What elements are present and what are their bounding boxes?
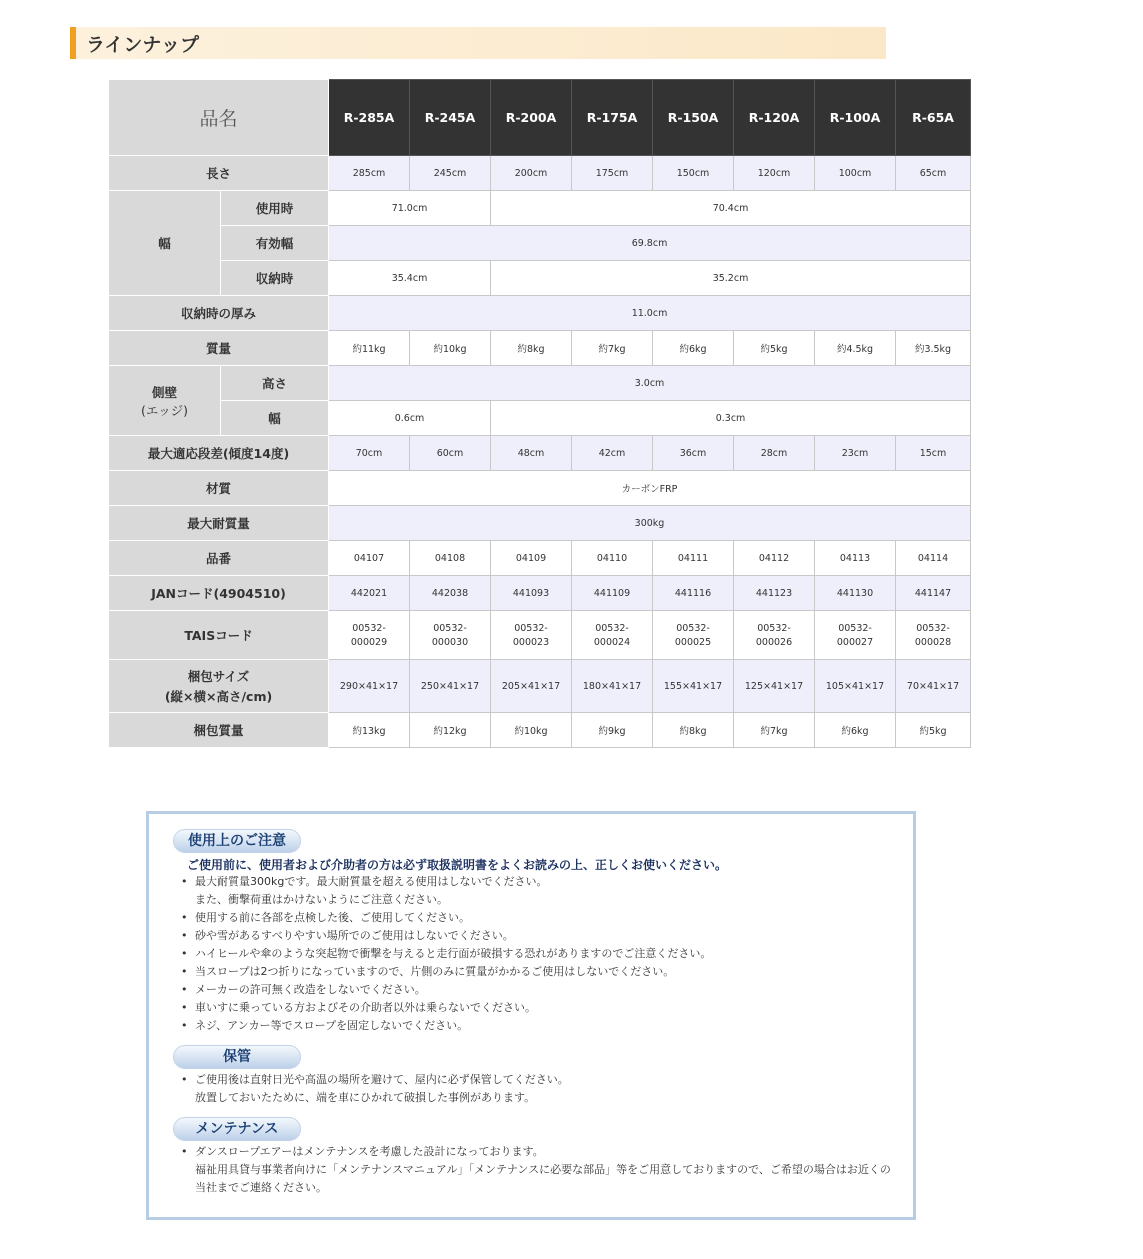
side-wall-width-value: 0.3cm <box>491 401 971 436</box>
width-in-use-row <box>109 191 971 226</box>
length-value: 285cm <box>329 156 410 191</box>
caution-item <box>179 945 711 963</box>
mass-value: 約4.5kg <box>815 331 896 366</box>
bullet-icon: • <box>181 947 188 960</box>
max-load-label: 最大耐質量 <box>109 506 329 541</box>
storage-item-cont: 放置しておいたために、端を車にひかれて破損した事例があります。 <box>195 1091 536 1104</box>
mass-value: 約6kg <box>653 331 734 366</box>
product-name-header: 品名 <box>109 80 329 156</box>
caution-item <box>179 981 711 999</box>
length-value: 100cm <box>815 156 896 191</box>
side-wall-label <box>109 366 221 436</box>
bullet-icon: • <box>181 965 188 978</box>
model-header: R-245A <box>410 80 491 156</box>
side-wall-label-line2: (エッジ) <box>140 402 188 418</box>
side-wall-height-row <box>109 366 971 401</box>
caution-item-text: 当スロープは2つ折りになっていますので、片側のみに質量がかかるご使用はしないでください。 <box>195 965 675 978</box>
pack-size-row <box>109 660 971 713</box>
tais-code-suffix: 000027 <box>836 636 874 648</box>
tais-code-suffix: 000026 <box>755 636 793 648</box>
tais-code-suffix: 000028 <box>914 636 952 648</box>
tais-code-prefix: 00532- <box>352 622 386 634</box>
pack-size-value: 70×41×17 <box>896 660 971 713</box>
pack-size-value: 125×41×17 <box>734 660 815 713</box>
part-number-value: 04110 <box>572 541 653 576</box>
caution-lead: ご使用前に、使用者および介助者の方は必ず取扱説明書をよくお読みの上、正しくお使いください。 <box>187 858 728 872</box>
pack-mass-value: 約10kg <box>491 713 572 748</box>
side-wall-height-value: 3.0cm <box>329 366 971 401</box>
caution-item-text: ハイヒールや傘のような突起物で衝撃を与えると走行面が破損する恐れがありますのでご注意ください。 <box>195 947 712 960</box>
side-wall-width-value: 0.6cm <box>329 401 491 436</box>
side-wall-label-line1: 側壁 <box>151 384 177 400</box>
mass-value: 約8kg <box>491 331 572 366</box>
pack-mass-value: 約9kg <box>572 713 653 748</box>
tais-code-row <box>109 611 971 660</box>
material-row <box>109 471 971 506</box>
tais-code-value <box>491 611 572 660</box>
length-value: 175cm <box>572 156 653 191</box>
pack-size-label-line1: 梱包サイズ <box>187 669 250 684</box>
length-label: 長さ <box>109 156 329 191</box>
storage-item-text: ご使用後は直射日光や高温の場所を避けて、屋内に必ず保管してください。 <box>195 1073 569 1086</box>
notice-box <box>146 811 916 1220</box>
stored-thickness-label: 収納時の厚み <box>109 296 329 331</box>
model-header: R-120A <box>734 80 815 156</box>
tais-code-suffix: 000025 <box>674 636 712 648</box>
max-step-value: 48cm <box>491 436 572 471</box>
pack-size-value: 250×41×17 <box>410 660 491 713</box>
section-title: ラインナップ <box>86 34 200 56</box>
caution-item <box>179 909 711 927</box>
caution-item-cont: また、衝撃荷重はかけないようにご注意ください。 <box>195 893 448 906</box>
material-label: 材質 <box>109 471 329 506</box>
bullet-icon: • <box>181 911 188 924</box>
maintenance-heading: メンテナンス <box>173 1117 301 1141</box>
tais-code-suffix: 000029 <box>350 636 388 648</box>
max-step-value: 15cm <box>896 436 971 471</box>
max-step-value: 70cm <box>329 436 410 471</box>
pack-mass-row <box>109 713 971 748</box>
mass-label: 質量 <box>109 331 329 366</box>
pack-size-value: 155×41×17 <box>653 660 734 713</box>
tais-code-suffix: 000023 <box>512 636 550 648</box>
tais-code-value <box>329 611 410 660</box>
caution-item <box>179 963 711 981</box>
jan-code-value: 441147 <box>896 576 971 611</box>
mass-value: 約11kg <box>329 331 410 366</box>
bullet-icon: • <box>181 875 188 888</box>
jan-code-value: 442021 <box>329 576 410 611</box>
material-value: カーボンFRP <box>329 471 971 506</box>
model-header: R-285A <box>329 80 410 156</box>
mass-value: 約3.5kg <box>896 331 971 366</box>
part-number-value: 04114 <box>896 541 971 576</box>
caution-item <box>179 927 711 945</box>
tais-code-value <box>410 611 491 660</box>
pack-size-label-line2: (縦×横×高さ/cm) <box>164 689 273 704</box>
part-number-value: 04113 <box>815 541 896 576</box>
width-in-use-value: 71.0cm <box>329 191 491 226</box>
tais-code-value <box>653 611 734 660</box>
maintenance-item-text: ダンスロープエアーはメンテナンスを考慮した設計になっております。 <box>195 1145 544 1158</box>
jan-code-value: 441123 <box>734 576 815 611</box>
tais-code-prefix: 00532- <box>433 622 467 634</box>
jan-code-row <box>109 576 971 611</box>
jan-code-value: 441116 <box>653 576 734 611</box>
spec-table <box>108 79 971 748</box>
caution-heading: 使用上のご注意 <box>173 829 301 853</box>
caution-item <box>179 999 711 1017</box>
model-header: R-65A <box>896 80 971 156</box>
max-step-value: 42cm <box>572 436 653 471</box>
part-number-row <box>109 541 971 576</box>
width-stored-label: 収納時 <box>221 261 329 296</box>
jan-code-value: 441093 <box>491 576 572 611</box>
mass-value: 約10kg <box>410 331 491 366</box>
max-step-value: 36cm <box>653 436 734 471</box>
length-value: 200cm <box>491 156 572 191</box>
caution-item <box>179 873 711 909</box>
maintenance-list <box>179 1143 891 1197</box>
caution-item-text: 最大耐質量300kgです。最大耐質量を超える使用はしないでください。 <box>195 875 548 888</box>
max-step-value: 28cm <box>734 436 815 471</box>
max-step-label: 最大適応段差(傾度14度) <box>109 436 329 471</box>
width-effective-row <box>109 226 971 261</box>
caution-item-text: メーカーの許可無く改造をしないでください。 <box>195 983 426 996</box>
bullet-icon: • <box>181 1019 188 1032</box>
caution-item-text: 車いすに乗っている方およびその介助者以外は乗らないでください。 <box>195 1001 536 1014</box>
part-number-label: 品番 <box>109 541 329 576</box>
caution-item-text: 砂や雪があるすべりやすい場所でのご使用はしないでください。 <box>195 929 514 942</box>
jan-code-value: 441109 <box>572 576 653 611</box>
width-in-use-label: 使用時 <box>221 191 329 226</box>
pack-mass-label: 梱包質量 <box>109 713 329 748</box>
pack-mass-value: 約7kg <box>734 713 815 748</box>
tais-code-value <box>572 611 653 660</box>
maintenance-item-cont: 福祉用具貸与事業者向けに「メンテナンスマニュアル」「メンテナンスに必要な部品」等をご用意しておりますので、ご希望の場合はお近くの <box>195 1163 891 1176</box>
width-stored-value: 35.4cm <box>329 261 491 296</box>
max-load-value: 300kg <box>329 506 971 541</box>
section-header <box>70 27 886 59</box>
bullet-icon: • <box>181 929 188 942</box>
caution-item-text: 使用する前に各部を点検した後、ご使用してください。 <box>195 911 470 924</box>
width-effective-value: 69.8cm <box>329 226 971 261</box>
max-load-row <box>109 506 971 541</box>
pack-size-value: 180×41×17 <box>572 660 653 713</box>
model-header: R-175A <box>572 80 653 156</box>
mass-value: 約7kg <box>572 331 653 366</box>
side-wall-width-row <box>109 401 971 436</box>
max-step-value: 23cm <box>815 436 896 471</box>
bullet-icon: • <box>181 1073 188 1086</box>
width-label: 幅 <box>109 191 221 296</box>
storage-heading: 保管 <box>173 1045 301 1069</box>
jan-code-label: JANコード(4904510) <box>109 576 329 611</box>
jan-code-value: 442038 <box>410 576 491 611</box>
side-wall-height-label: 高さ <box>221 366 329 401</box>
pack-mass-value: 約5kg <box>896 713 971 748</box>
caution-list <box>179 873 711 1035</box>
width-stored-row <box>109 261 971 296</box>
tais-code-prefix: 00532- <box>757 622 791 634</box>
tais-code-value <box>896 611 971 660</box>
length-value: 245cm <box>410 156 491 191</box>
pack-size-value: 205×41×17 <box>491 660 572 713</box>
bullet-icon: • <box>181 1145 188 1158</box>
part-number-value: 04111 <box>653 541 734 576</box>
length-row <box>109 156 971 191</box>
tais-code-prefix: 00532- <box>514 622 548 634</box>
model-header: R-150A <box>653 80 734 156</box>
tais-code-label: TAISコード <box>109 611 329 660</box>
tais-code-value <box>734 611 815 660</box>
part-number-value: 04108 <box>410 541 491 576</box>
tais-code-prefix: 00532- <box>916 622 950 634</box>
model-header-row <box>109 80 971 156</box>
tais-code-suffix: 000024 <box>593 636 631 648</box>
stored-thickness-value: 11.0cm <box>329 296 971 331</box>
pack-mass-value: 約6kg <box>815 713 896 748</box>
length-value: 150cm <box>653 156 734 191</box>
tais-code-prefix: 00532- <box>676 622 710 634</box>
jan-code-value: 441130 <box>815 576 896 611</box>
maintenance-item-cont2: 当社までご連絡ください。 <box>195 1181 327 1194</box>
length-value: 120cm <box>734 156 815 191</box>
tais-code-prefix: 00532- <box>595 622 629 634</box>
storage-list <box>179 1071 569 1107</box>
mass-value: 約5kg <box>734 331 815 366</box>
caution-item <box>179 1017 711 1035</box>
pack-mass-value: 約13kg <box>329 713 410 748</box>
bullet-icon: • <box>181 983 188 996</box>
maintenance-item <box>179 1143 891 1197</box>
part-number-value: 04109 <box>491 541 572 576</box>
stored-thickness-row <box>109 296 971 331</box>
width-effective-label: 有効幅 <box>221 226 329 261</box>
tais-code-value <box>815 611 896 660</box>
pack-mass-value: 約12kg <box>410 713 491 748</box>
width-in-use-value: 70.4cm <box>491 191 971 226</box>
bullet-icon: • <box>181 1001 188 1014</box>
model-header: R-200A <box>491 80 572 156</box>
mass-row <box>109 331 971 366</box>
tais-code-prefix: 00532- <box>838 622 872 634</box>
side-wall-width-label: 幅 <box>221 401 329 436</box>
max-step-row <box>109 436 971 471</box>
pack-size-label <box>109 660 329 713</box>
part-number-value: 04112 <box>734 541 815 576</box>
width-stored-value: 35.2cm <box>491 261 971 296</box>
pack-size-value: 105×41×17 <box>815 660 896 713</box>
model-header: R-100A <box>815 80 896 156</box>
pack-mass-value: 約8kg <box>653 713 734 748</box>
max-step-value: 60cm <box>410 436 491 471</box>
tais-code-suffix: 000030 <box>431 636 469 648</box>
storage-item <box>179 1071 569 1107</box>
pack-size-value: 290×41×17 <box>329 660 410 713</box>
part-number-value: 04107 <box>329 541 410 576</box>
caution-item-text: ネジ、アンカー等でスロープを固定しないでください。 <box>195 1019 469 1032</box>
length-value: 65cm <box>896 156 971 191</box>
